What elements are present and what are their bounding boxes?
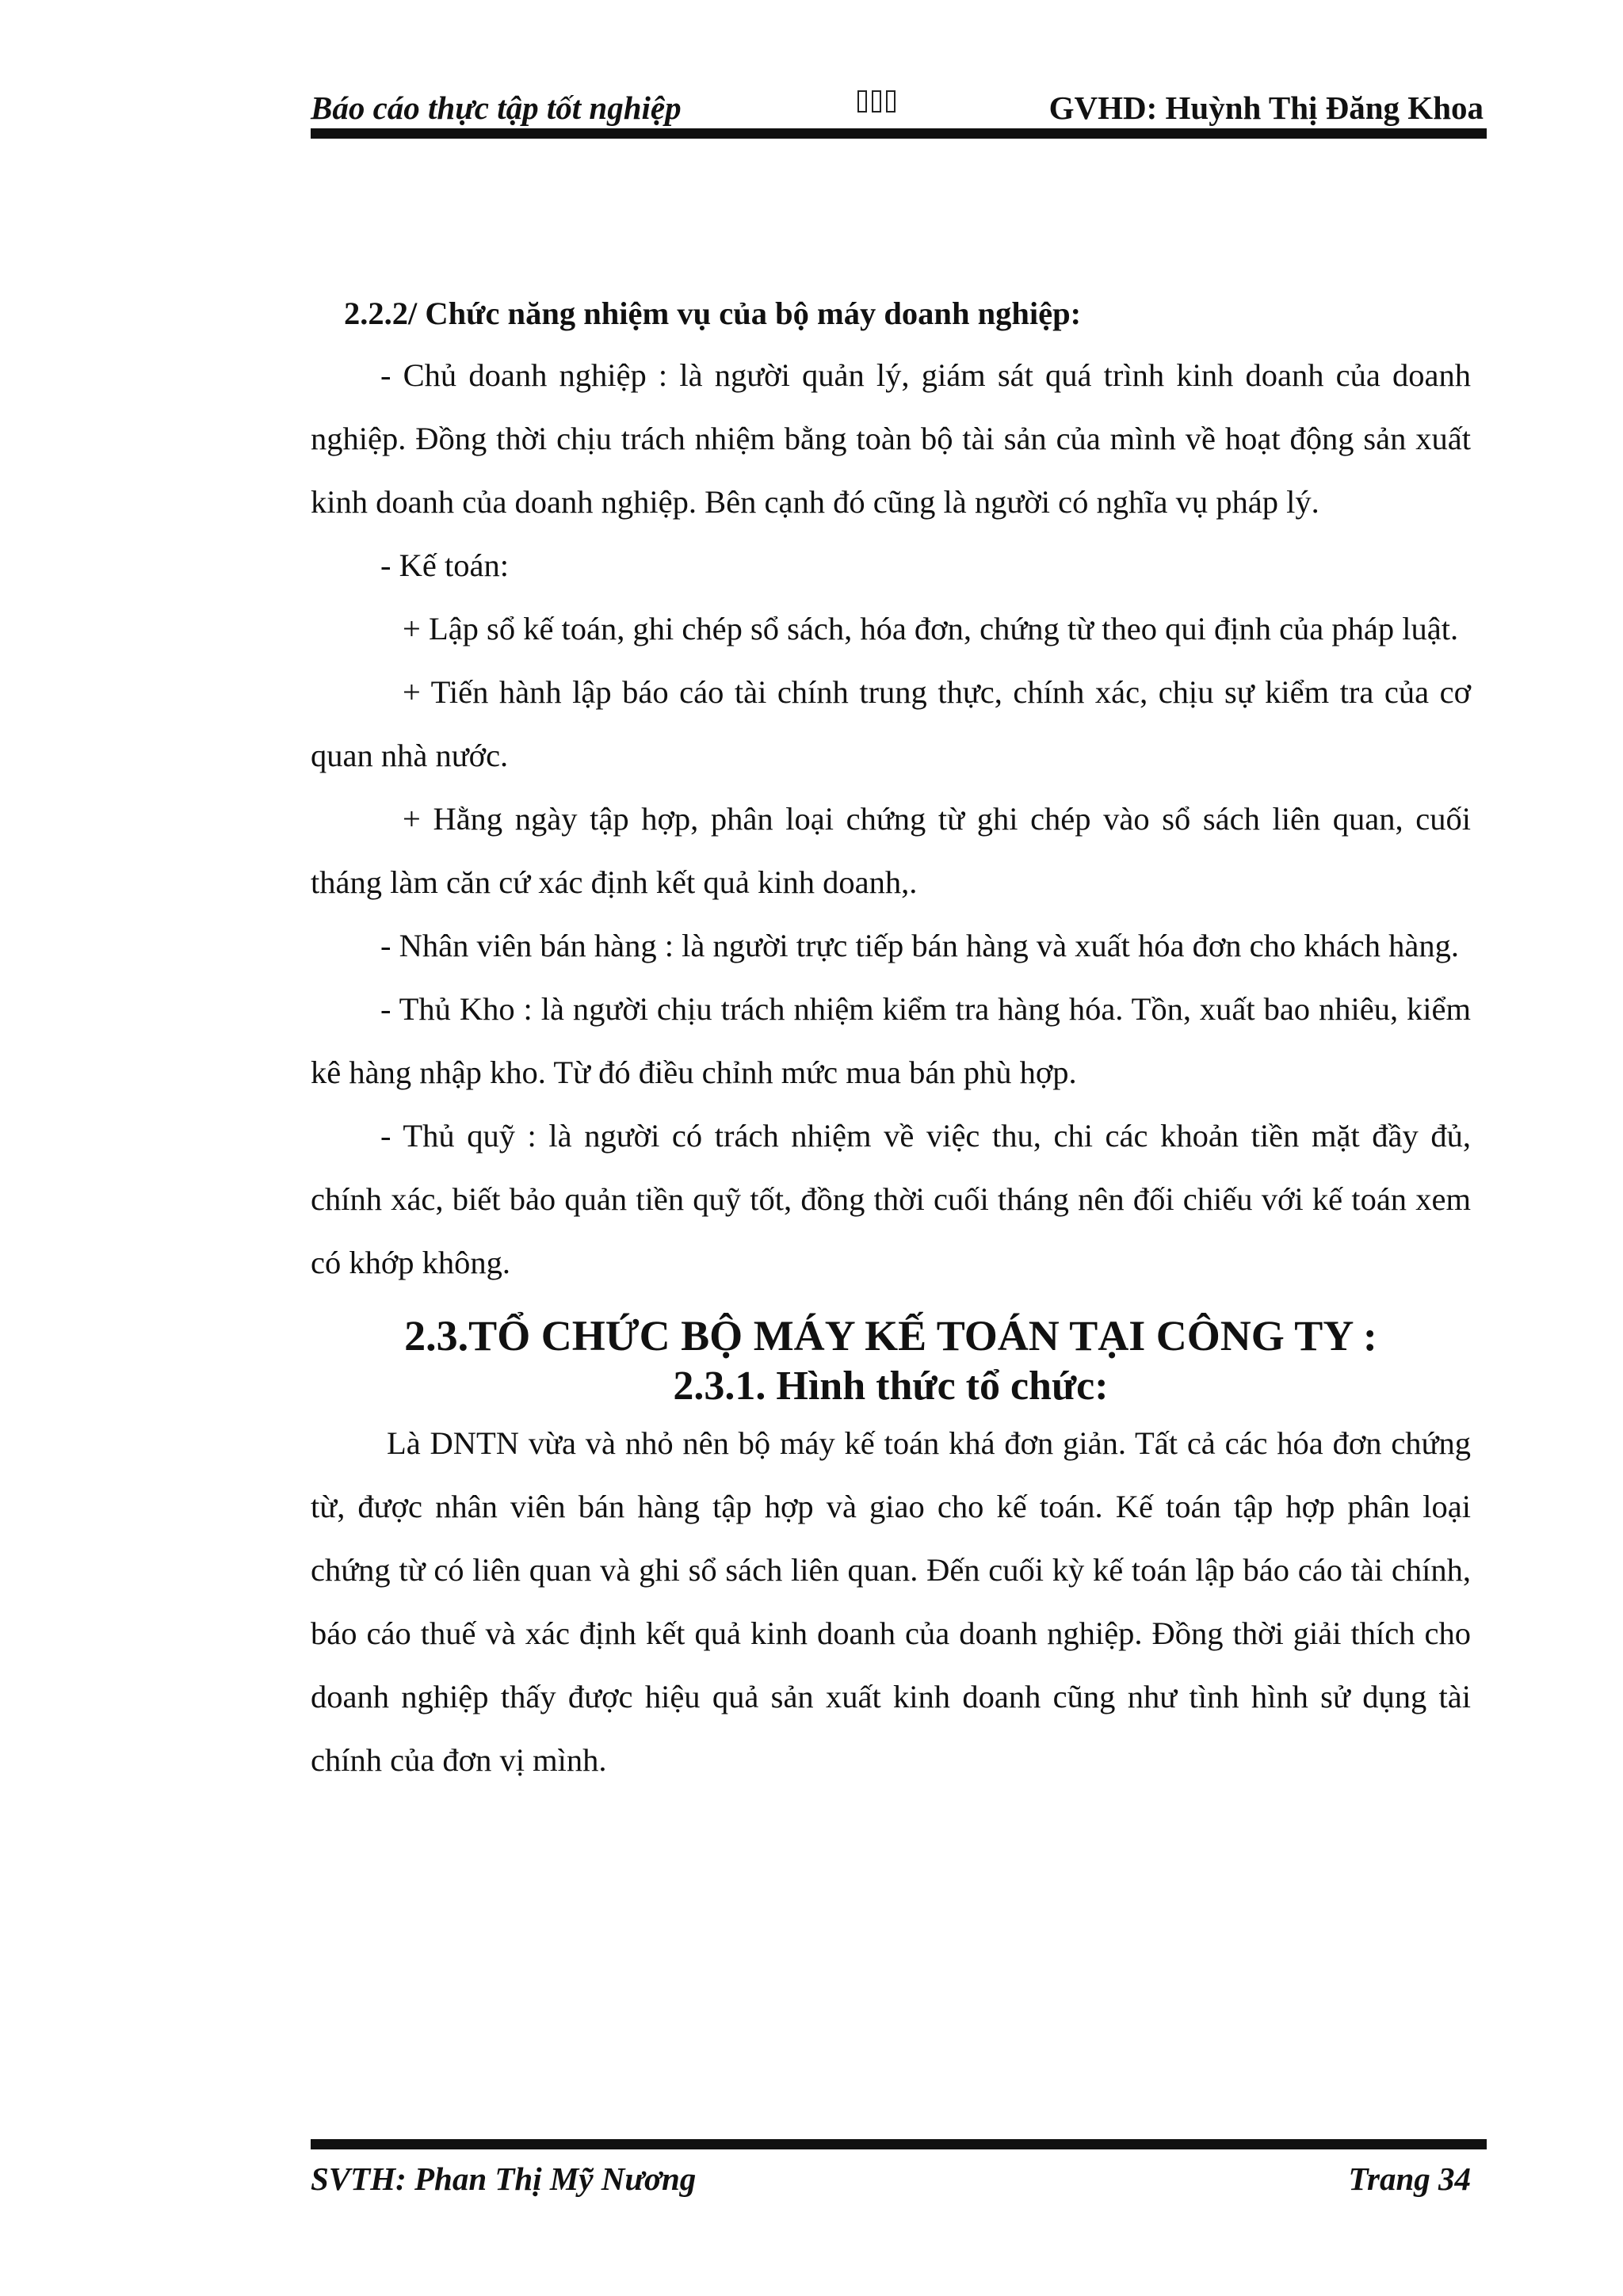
paragraph-bookkeeping: + Lập sổ kế toán, ghi chép sổ sách, hóa đơn, chứng từ theo qui định của pháp luật. [403, 611, 1459, 646]
page-content [311, 277, 1471, 1792]
header-divider [311, 128, 1487, 139]
paragraph-financial-report: + Tiến hành lập báo cáo tài chính trung thực, chính xác, chịu sự kiểm tra của cơ quan nhà nước. [311, 674, 1471, 773]
page-footer [311, 2155, 1471, 2203]
paragraph-daily-collect: + Hằng ngày tập hợp, phân loại chứng từ ghi chép vào sổ sách liên quan, cuối tháng làm căn cứ xác định kết quả kinh doanh,. [311, 801, 1471, 900]
paragraph-sales-staff: - Nhân viên bán hàng : là người trực tiếp bán hàng và xuất hóa đơn cho khách hàng. [380, 928, 1459, 963]
section-title: 2.3.TỔ CHỨC BỘ MÁY KẾ TOÁN TẠI CÔNG TY : [404, 1312, 1377, 1360]
subheading-functions: 2.2.2/ Chức năng nhiệm vụ của bộ máy doanh nghiệp: [344, 296, 1082, 331]
footer-page-number: Trang 34 [1348, 2161, 1471, 2197]
paragraph-accountant: - Kế toán: [380, 547, 509, 583]
page-header [311, 86, 1484, 130]
footer-divider [311, 2139, 1487, 2149]
paragraph-owner: - Chủ doanh nghiệp : là người quản lý, giám sát quá trình kinh doanh của doanh nghiệp. Đồng thời chịu trách nhiệm bằng toàn bộ tài sản của mình về hoạt động sản xuất kinh doanh của doanh nghiệp. Bên cạnh đó cũng là người có nghĩa vụ pháp lý. [311, 357, 1471, 520]
footer-student: SVTH: Phan Thị Mỹ Nương [311, 2161, 697, 2197]
section-subtitle: 2.3.1. Hình thức tổ chức: [673, 1363, 1109, 1409]
header-report-title: Báo cáo thực tập tốt nghiệp [311, 90, 682, 126]
paragraph-warehouse: - Thủ Kho : là người chịu trách nhiệm kiểm tra hàng hóa. Tồn, xuất bao nhiêu, kiểm kê hàng nhập kho. Từ đó điều chỉnh mức mua bán phù hợp. [311, 991, 1471, 1090]
header-glyph-icon [857, 90, 905, 122]
paragraph-organization: Là DNTN vừa và nhỏ nên bộ máy kế toán khá đơn giản. Tất cả các hóa đơn chứng từ, được nhân viên bán hàng tập hợp và giao cho kế toán. Kế toán tập hợp phân loại chứng từ có liên quan và ghi sổ sách liên quan. Đến cuối kỳ kế toán lập báo cáo tài chính, báo cáo thuế và xác định kết quả kinh doanh của doanh nghiệp. Đồng thời giải thích cho doanh nghiệp thấy được hiệu quả sản xuất kinh doanh cũng như tình hình sử dụng tài chính của đơn vị mình. [311, 1425, 1471, 1778]
header-supervisor: GVHD: Huỳnh Thị Đăng Khoa [1048, 90, 1484, 126]
paragraph-cashier: - Thủ quỹ : là người có trách nhiệm về việc thu, chi các khoản tiền mặt đầy đủ, chính xác, biết bảo quản tiền quỹ tốt, đồng thời cuối tháng nên đối chiếu với kế toán xem có khớp không. [311, 1118, 1471, 1280]
